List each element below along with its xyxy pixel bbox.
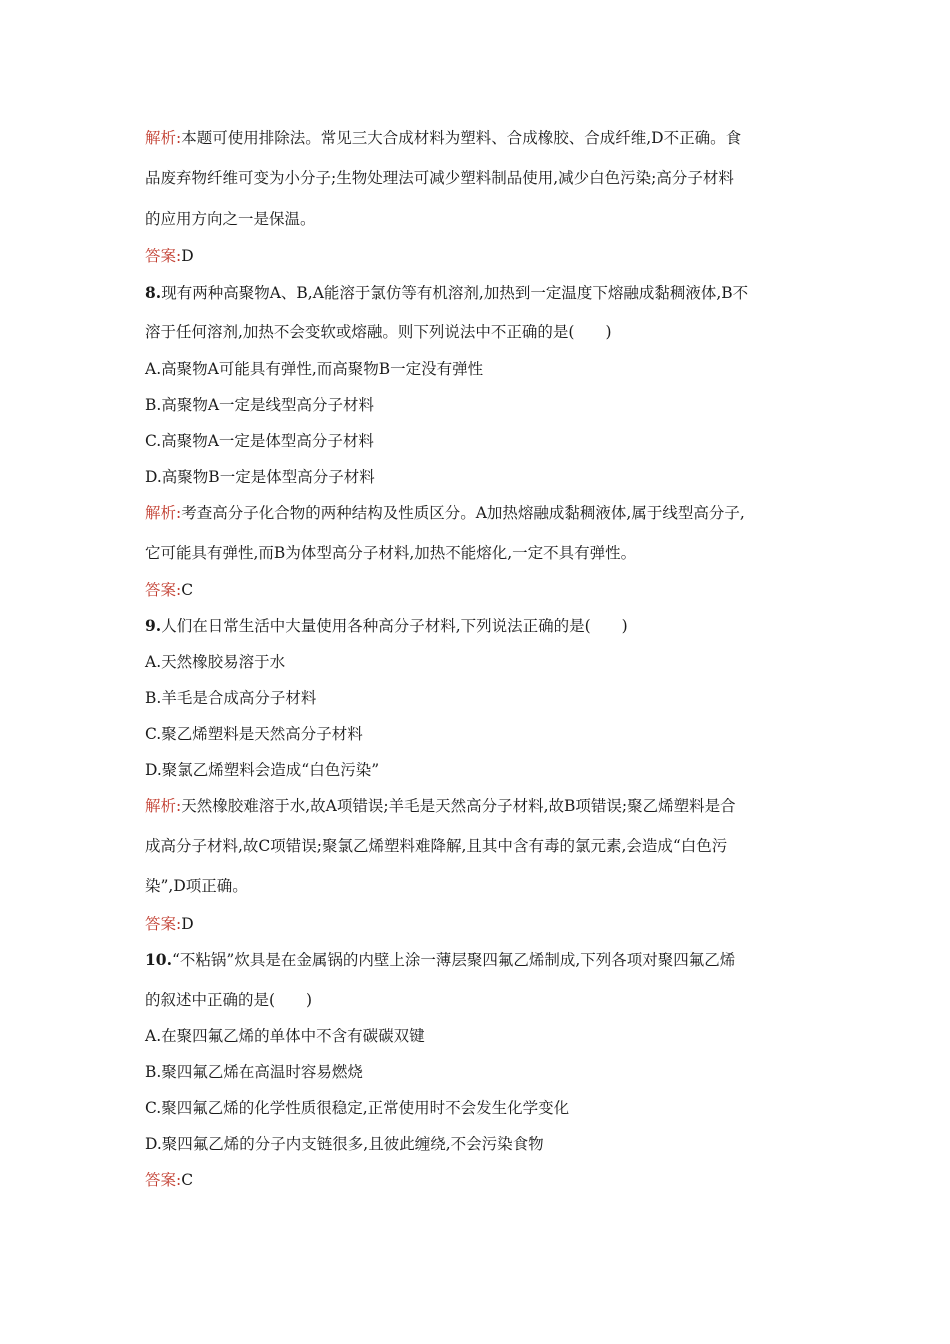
q7-analysis-line-3: 的应用方向之一是保温。: [145, 210, 316, 228]
q7-analysis-line-2: 品废弃物纤维可变为小分子;生物处理法可减少塑料制品使用,减少白色污染;高分子材料: [145, 169, 734, 187]
q8-stem-line-1: [145, 283, 748, 303]
answer-label: 答案:: [145, 915, 182, 933]
q10-option-b: B.聚四氟乙烯在高温时容易燃烧: [145, 1063, 363, 1081]
answer-label: 答案:: [145, 581, 182, 599]
answer-value: D: [181, 915, 194, 933]
q8-option-a: A.高聚物A可能具有弹性,而高聚物B一定没有弹性: [145, 360, 484, 378]
answer-label: 答案:: [145, 1171, 182, 1189]
q8-option-b: B.高聚物A一定是线型高分子材料: [145, 396, 375, 414]
question-stem: “不粘锅”炊具是在金属锅的内壁上涂一薄层聚四氟乙烯制成,下列各项对聚四氟乙烯: [171, 951, 736, 969]
q8-option-d: D.高聚物B一定是体型高分子材料: [145, 468, 375, 486]
q8-analysis-line-2: 它可能具有弹性,而B为体型高分子材料,加热不能熔化,一定不具有弹性。: [145, 544, 637, 562]
q10-option-c: C.聚四氟乙烯的化学性质很稳定,正常使用时不会发生化学变化: [145, 1099, 570, 1117]
analysis-label: 解析:: [145, 797, 182, 815]
q10-stem-line-2: 的叙述中正确的是( ): [145, 991, 313, 1009]
q9-option-b: B.羊毛是合成高分子材料: [145, 689, 317, 707]
analysis-label: 解析:: [145, 129, 182, 147]
analysis-text: 考查高分子化合物的两种结构及性质区分。A加热熔融成黏稠液体,属于线型高分子,: [181, 504, 745, 522]
q8-option-c: C.高聚物A一定是体型高分子材料: [145, 432, 374, 450]
q9-analysis-line-3: 染”,D项正确。: [145, 877, 248, 895]
q10-option-d: D.聚四氟乙烯的分子内支链很多,且彼此缠绕,不会污染食物: [145, 1135, 544, 1153]
question-number: 9.: [145, 616, 162, 635]
analysis-text: 本题可使用排除法。常见三大合成材料为塑料、合成橡胶、合成纤维,D不正确。食: [181, 129, 742, 147]
q10-answer: [145, 1170, 193, 1190]
analysis-label: 解析:: [145, 504, 182, 522]
q8-stem-line-2: 溶于任何溶剂,加热不会变软或熔融。则下列说法中不正确的是( ): [145, 323, 612, 341]
q7-answer: [145, 246, 194, 266]
q9-stem: [145, 616, 628, 636]
q9-option-d: D.聚氯乙烯塑料会造成“白色污染”: [145, 761, 380, 779]
q9-option-a: A.天然橡胶易溶于水: [145, 653, 286, 671]
q8-answer: [145, 580, 193, 600]
answer-label: 答案:: [145, 247, 182, 265]
answer-value: C: [181, 581, 194, 599]
q7-analysis-line-1: [145, 128, 741, 148]
q9-analysis-line-2: 成高分子材料,故C项错误;聚氯乙烯塑料难降解,且其中含有毒的氯元素,会造成“白色污: [145, 837, 728, 855]
q9-analysis-line-1: [145, 796, 736, 816]
analysis-text: 天然橡胶难溶于水,故A项错误;羊毛是天然高分子材料,故B项错误;聚乙烯塑料是合: [181, 797, 736, 815]
q8-analysis-line-1: [145, 503, 745, 523]
question-number: 10.: [145, 950, 172, 969]
q10-stem-line-1: [145, 950, 735, 970]
q9-answer: [145, 914, 194, 934]
question-stem: 人们在日常生活中大量使用各种高分子材料,下列说法正确的是( ): [161, 617, 628, 635]
answer-value: C: [181, 1171, 194, 1189]
answer-value: D: [181, 247, 194, 265]
q10-option-a: A.在聚四氟乙烯的单体中不含有碳碳双键: [145, 1027, 425, 1045]
q9-option-c: C.聚乙烯塑料是天然高分子材料: [145, 725, 363, 743]
question-number: 8.: [145, 283, 162, 302]
question-stem: 现有两种高聚物A、B,A能溶于氯仿等有机溶剂,加热到一定温度下熔融成黏稠液体,B不: [161, 284, 749, 302]
